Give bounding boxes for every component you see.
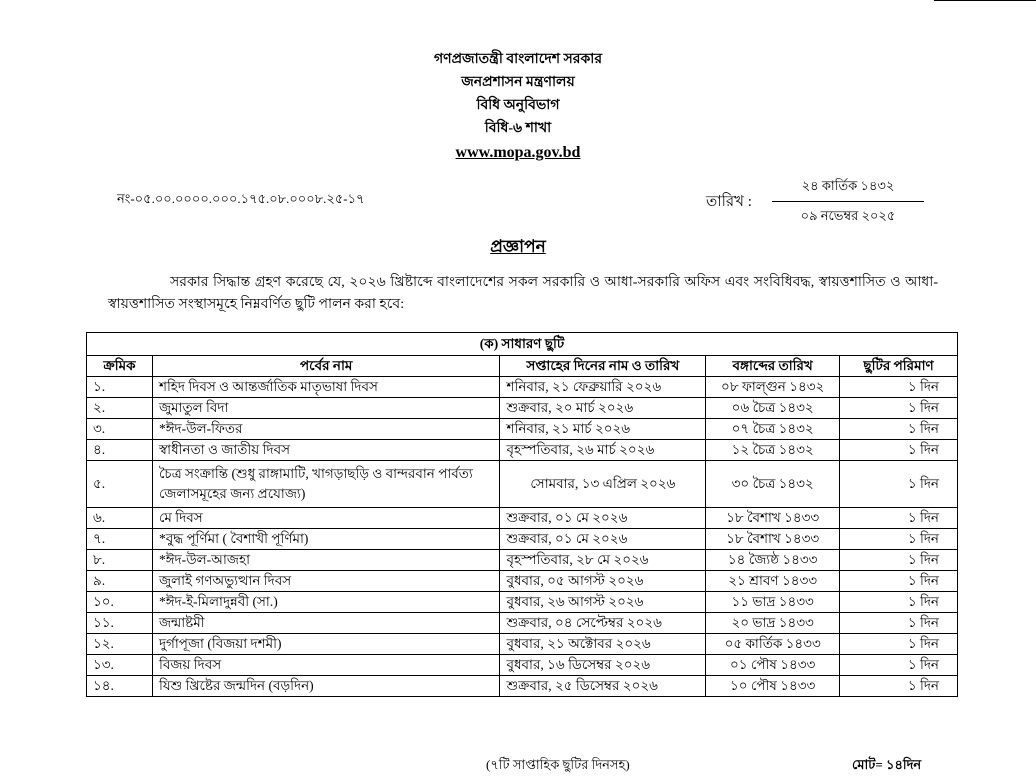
date-label: তারিখ : [706,194,752,210]
branch-name: বিধি-৬ শাখা [484,121,552,136]
website-link[interactable]: www.mopa.gov.bd [455,144,581,161]
holiday-name-cell: *ঈদ-ই-মিলাদুন্নবী (সা.) [152,592,500,613]
day-date-cell: শুক্রবার, ২৫ ডিসেম্বর ২০২৬ [500,676,706,697]
bangla-date: ২৪ কার্তিক ১৪৩২ [772,177,924,202]
holiday-name-cell: যিশু খ্রিষ্টের জন্মদিন (বড়দিন) [152,676,500,697]
holiday-name-cell: স্বাধীনতা ও জাতীয় দিবস [152,440,500,461]
bangla-date-cell: ০৬ চৈত্র ১৪৩২ [706,398,840,419]
holiday-name-cell: বিজয় দিবস [152,655,500,676]
table-row [87,529,958,550]
table-caption: (ক) সাধারণ ছুটি [87,333,958,356]
bangla-date-cell: ২০ ভাদ্র ১৪৩৩ [706,613,840,634]
division-name: বিধি অনুবিভাগ [476,98,560,113]
table-row [87,634,958,655]
serial-cell: ১৩. [87,655,153,676]
duration-cell: ১ দিন [840,571,958,592]
bangla-date-cell: ০৭ চৈত্র ১৪৩২ [706,419,840,440]
serial-cell: ২. [87,398,153,419]
table-row [87,377,958,398]
duration-cell: ১ দিন [840,508,958,529]
duration-cell: ১ দিন [840,440,958,461]
bangla-date-cell: ১৮ বৈশাখ ১৪৩৩ [706,529,840,550]
serial-cell: ১২. [87,634,153,655]
duration-cell: ১ দিন [840,377,958,398]
day-date-cell: শুক্রবার, ০১ মে ২০২৬ [500,508,706,529]
duration-cell: ১ দিন [840,529,958,550]
serial-cell: ৮. [87,550,153,571]
duration-cell: ১ দিন [840,613,958,634]
duration-cell: ১ দিন [840,419,958,440]
holiday-name-cell: জুলাই গণঅভ্যুত্থান দিবস [152,571,500,592]
serial-cell: ১০. [87,592,153,613]
header-holiday-name: পর্বের নাম [152,356,500,377]
holiday-name-cell: *বুদ্ধ পূর্ণিমা ( বৈশাখী পূর্ণিমা) [152,529,500,550]
bangla-date-cell: ০৮ ফাল্গুন ১৪৩২ [706,377,840,398]
serial-cell: ৪. [87,440,153,461]
government-name: গণপ্রজাতন্ত্রী বাংলাদেশ সরকার [433,52,603,67]
duration-cell: ১ দিন [840,398,958,419]
day-date-cell: বুধবার, ১৬ ডিসেম্বর ২০২৬ [500,655,706,676]
serial-cell: ৬. [87,508,153,529]
holiday-name-cell: *ঈদ-উল-ফিতর [152,419,500,440]
bangla-date-cell: ২১ শ্রাবণ ১৪৩৩ [706,571,840,592]
table-row [87,398,958,419]
date-block [772,177,924,228]
bangla-date-cell: ১০ পৌষ ১৪৩৩ [706,676,840,697]
day-date-cell: বুধবার, ২৬ আগস্ট ২০২৬ [500,592,706,613]
holiday-name-cell: জুমাতুল বিদা [152,398,500,419]
header-duration: ছুটির পরিমাণ [840,356,958,377]
header-bangla-date: বঙ্গাব্দের তারিখ [706,356,840,377]
day-date-cell: শুক্রবার, ০৪ সেপ্টেম্বর ২০২৬ [500,613,706,634]
day-date-cell: শনিবার, ২১ মার্চ ২০২৬ [500,419,706,440]
bangla-date-cell: ০১ পৌষ ১৪৩৩ [706,655,840,676]
duration-cell: ১ দিন [840,655,958,676]
duration-cell: ১ দিন [840,634,958,655]
serial-cell: ৯. [87,571,153,592]
serial-cell: ১৪. [87,676,153,697]
holiday-name-cell: দুর্গাপূজা (বিজয়া দশমী) [152,634,500,655]
table-row [87,613,958,634]
table-row [87,508,958,529]
duration-cell: ১ দিন [840,592,958,613]
header-day-date: সপ্তাহের দিনের নাম ও তারিখ [500,356,706,377]
table-row [87,571,958,592]
day-date-cell: বুধবার, ০৫ আগস্ট ২০২৬ [500,571,706,592]
table-row [87,592,958,613]
serial-cell: ৭. [87,529,153,550]
serial-cell: ১১. [87,613,153,634]
intro-paragraph: সরকার সিদ্ধান্ত গ্রহণ করেছে যে, ২০২৬ খ্রিষ্টাব্দে বাংলাদেশের সকল সরকারি ও আধা-সরকারি অফিস এবং সংবিধিবদ্ধ, স্বায়ত্তশাসিত ও আধা-স্বায়ত্তশাসিত সংস্থাসমূহে নিম্নবর্ণিত ছুটি পালন করা হবে: [108,275,938,312]
serial-cell: ৫. [87,461,153,508]
serial-cell: ১. [87,377,153,398]
day-date-cell: সোমবার, ১৩ এপ্রিল ২০২৬ [500,461,706,508]
header-serial: ক্রমিক [87,356,153,377]
bangla-date-cell: ১৪ জ্যৈষ্ঠ ১৪৩৩ [706,550,840,571]
bangla-date-cell: ৩০ চৈত্র ১৪৩২ [706,461,840,508]
table-row [87,440,958,461]
day-date-cell: বৃহস্পতিবার, ২৮ মে ২০২৬ [500,550,706,571]
holiday-table [86,332,958,697]
holiday-name-cell: জন্মাষ্টমী [152,613,500,634]
holiday-name-cell: চৈত্র সংক্রান্তি (শুধু রাঙ্গামাটি, খাগড়াছড়ি ও বান্দরবান পার্বত্য জেলাসমূহের জন্য প্রযোজ্য) [152,461,500,508]
bangla-date-cell: ১১ ভাদ্র ১৪৩৩ [706,592,840,613]
total-days: মোট= ১৪দিন [852,757,922,772]
bangla-date-cell: ১৮ বৈশাখ ১৪৩৩ [706,508,840,529]
bangla-date-cell: ০৫ কার্তিক ১৪৩৩ [706,634,840,655]
table-row [87,419,958,440]
table-row [87,676,958,697]
table-row [87,550,958,571]
day-date-cell: বুধবার, ২১ অক্টোবর ২০২৬ [500,634,706,655]
duration-cell: ১ দিন [840,676,958,697]
day-date-cell: শুক্রবার, ২০ মার্চ ২০২৬ [500,398,706,419]
weekly-holidays-note: (৭টি সাপ্তাহিক ছুটির দিনসহ) [486,757,630,772]
bangla-date-cell: ১২ চৈত্র ১৪৩২ [706,440,840,461]
holiday-name-cell: শহিদ দিবস ও আন্তর্জাতিক মাতৃভাষা দিবস [152,377,500,398]
table-row [87,461,958,508]
duration-cell: ১ দিন [840,550,958,571]
holiday-name-cell: মে দিবস [152,508,500,529]
notification-title: প্রজ্ঞাপন [490,237,546,256]
day-date-cell: বৃহস্পতিবার, ২৬ মার্চ ২০২৬ [500,440,706,461]
memo-number: নং-০৫.০০.০০০০.০০০.১৭৫.০৮.০০০৮.২৫-১৭ [117,191,365,206]
serial-cell: ৩. [87,419,153,440]
day-date-cell: শনিবার, ২১ ফেব্রুয়ারি ২০২৬ [500,377,706,398]
holiday-name-cell: *ঈদ-উল-আজহা [152,550,500,571]
duration-cell: ১ দিন [840,461,958,508]
ministry-name: জনপ্রশাসন মন্ত্রণালয় [461,75,575,90]
day-date-cell: শুক্রবার, ০১ মে ২০২৬ [500,529,706,550]
gregorian-date: ০৯ নভেম্বর ২০২৫ [800,208,896,223]
letterhead [0,48,1036,166]
top-edge-line [934,0,1036,1]
table-row [87,655,958,676]
